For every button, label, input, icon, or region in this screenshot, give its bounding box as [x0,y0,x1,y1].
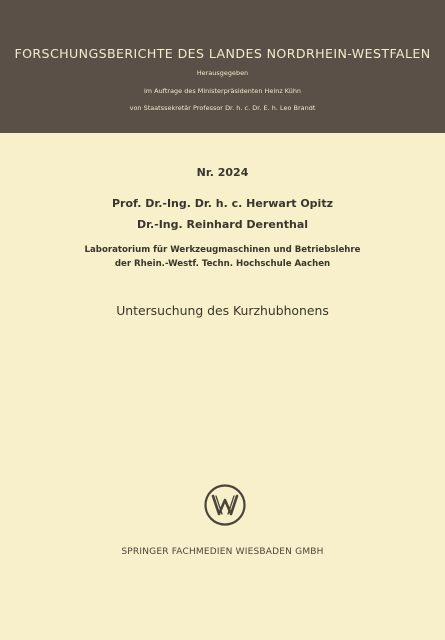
author-1: Prof. Dr.-Ing. Dr. h. c. Herwart Opitz [112,197,333,210]
editor-line-2: im Auftrage des Ministerpräsidenten Heinz Kühn [143,87,302,95]
publisher-name: SPRINGER FACHMEDIEN WIESBADEN GMBH [121,547,324,557]
author-2: Dr.-Ing. Reinhard Derenthal [136,218,309,231]
report-number: Nr. 2024 [196,166,249,179]
institute-line-1: Laboratorium für Werkzeugmaschinen und Betriebslehre [84,245,361,255]
editor-line-3: von Staatssekretär Professor Dr. h. c. Dr. E. h. Leo Brandt [129,104,316,112]
cover-header-band [0,0,445,133]
editor-line-1: Herausgegeben [196,69,249,77]
institute-line-2: der Rhein.-Westf. Techn. Hochschule Aachen [114,259,331,269]
series-title: FORSCHUNGSBERICHTE DES LANDES NORDRHEIN-WESTFALEN [14,46,431,61]
springer-w-logo-icon [203,483,247,527]
book-title: Untersuchung des Kurzhubhonens [116,303,329,318]
